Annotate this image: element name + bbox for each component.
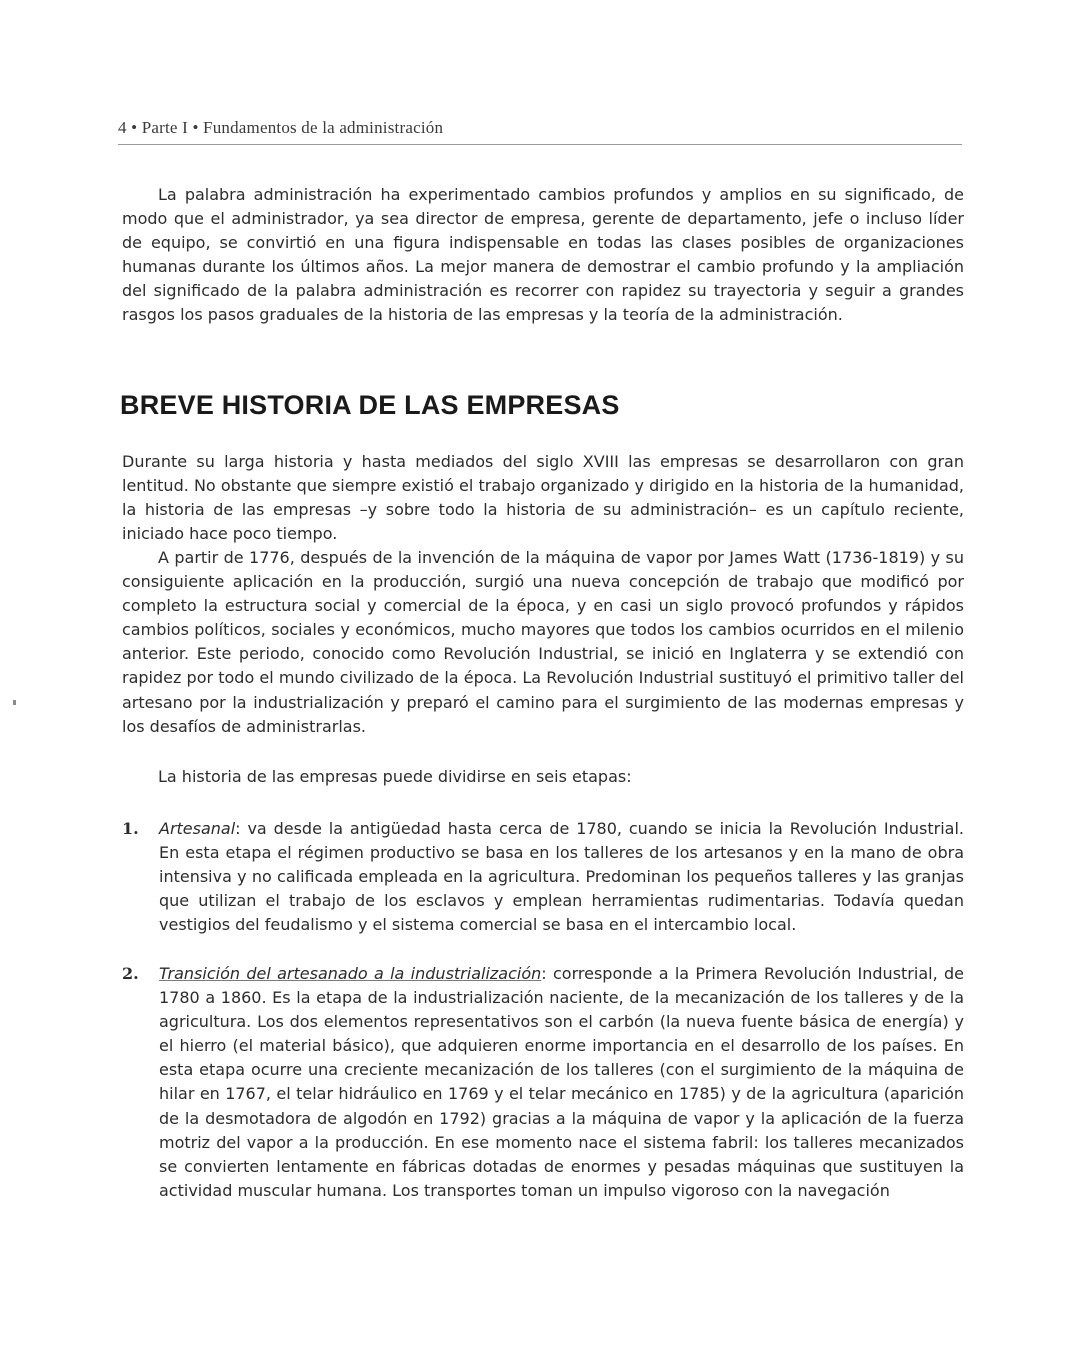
history-paragraph-3: La historia de las empresas puede dividirse en seis etapas:: [158, 767, 632, 786]
header-rule: [118, 144, 962, 145]
section-heading: BREVE HISTORIA DE LAS EMPRESAS: [120, 390, 620, 420]
history-paragraph-1: Durante su larga historia y hasta mediados del siglo XVIII las empresas se desarrollaron con gran lentitud. No obstante que siempre existió el trabajo organizado y dirigido en la historia de la humanidad, la historia de las empresas –y sobre todo la historia de su administración– es un capítulo reciente, iniciado hace poco tiempo.: [122, 452, 964, 544]
intro-paragraph: La palabra administración ha experimentado cambios profundos y amplios en su significado, de modo que el administrador, ya sea director de empresa, gerente de departamento, jefe o incluso líder de equipo, se convirtió en una figura indispensable en todas las clases posibles de organizaciones humanas durante los últimos años. La mejor manera de demostrar el cambio profundo y la ampliación del significado de la palabra administración es recorrer con rapidez su trayectoria y seguir a grandes rasgos los pasos graduales de la historia de las empresas y la teoría de la administración.: [122, 185, 964, 325]
stage-text: : va desde la antigüedad hasta cerca de 1780, cuando se inicia la Revolución Industrial. En esta etapa el régimen productivo se basa en los talleres de los artesanos y en la mano de obra intensiva y no calificada empleada en la agricultura. Predominan los pequeños talleres y las granjas que utilizan el trabajo de los esclavos y emplean herramientas rudimentarias. Todavía quedan vestigios del feudalismo y el sistema comercial se basa en el intercambio local.: [159, 819, 964, 935]
stage-text: : corresponde a la Primera Revolución Industrial, de 1780 a 1860. Es la etapa de la industrialización naciente, de la mecanización de los talleres y de la agricultura. Los dos elementos representativos son el carbón (la nueva fuente básica de energía) y el hierro (el material básico), que adquieren enorme importancia en el desarrollo de los países. En esta etapa ocurre una creciente mecanización de los talleres (con el surgimiento de la máquina de hilar en 1767, el telar hidráulico en 1769 y el telar mecánico en 1785) y de la agricultura (aparición de la desmotadora de algodón en 1792) gracias a la máquina de vapor y la aplicación de la fuerza motriz del vapor a la producción. En ese momento nace el sistema fabril: los talleres mecanizados se convierten lentamente en fábricas dotadas de enormes y pesadas máquinas que sustituyen la actividad muscular humana. Los transportes toman un impulso vigoroso con la navegación: [159, 964, 964, 1200]
stage-title: Transición del artesanado a la industrialización: [159, 964, 542, 983]
stage-item-1: [122, 817, 964, 937]
running-head: 4 • Parte I • Fundamentos de la administración: [118, 118, 444, 137]
stage-body: [159, 817, 964, 937]
stage-number: 2.: [122, 964, 139, 983]
stage-body: [159, 962, 964, 1203]
stage-title: Artesanal: [159, 819, 236, 838]
stage-number: 1.: [122, 819, 139, 838]
history-paragraph-2: A partir de 1776, después de la invención de la máquina de vapor por James Watt (1736-1819) y su consiguiente aplicación en la producción, surgió una nueva concepción de trabajo que modificó por completo la estructura social y comercial de la época, y en casi un siglo provocó profundos y rápidos cambios políticos, sociales y económicos, mucho mayores que todos los cambios ocurridos en el milenio anterior. Este periodo, conocido como Revolución Industrial, se inició en Inglaterra y se extendió con rapidez por todo el mundo civilizado de la época. La Revolución Industrial sustituyó el primitivo taller del artesano por la industrialización y preparó el camino para el surgimiento de las modernas empresas y los desafíos de administrarlas.: [122, 548, 964, 736]
stage-item-2: [122, 962, 964, 1203]
margin-mark: [13, 700, 16, 705]
